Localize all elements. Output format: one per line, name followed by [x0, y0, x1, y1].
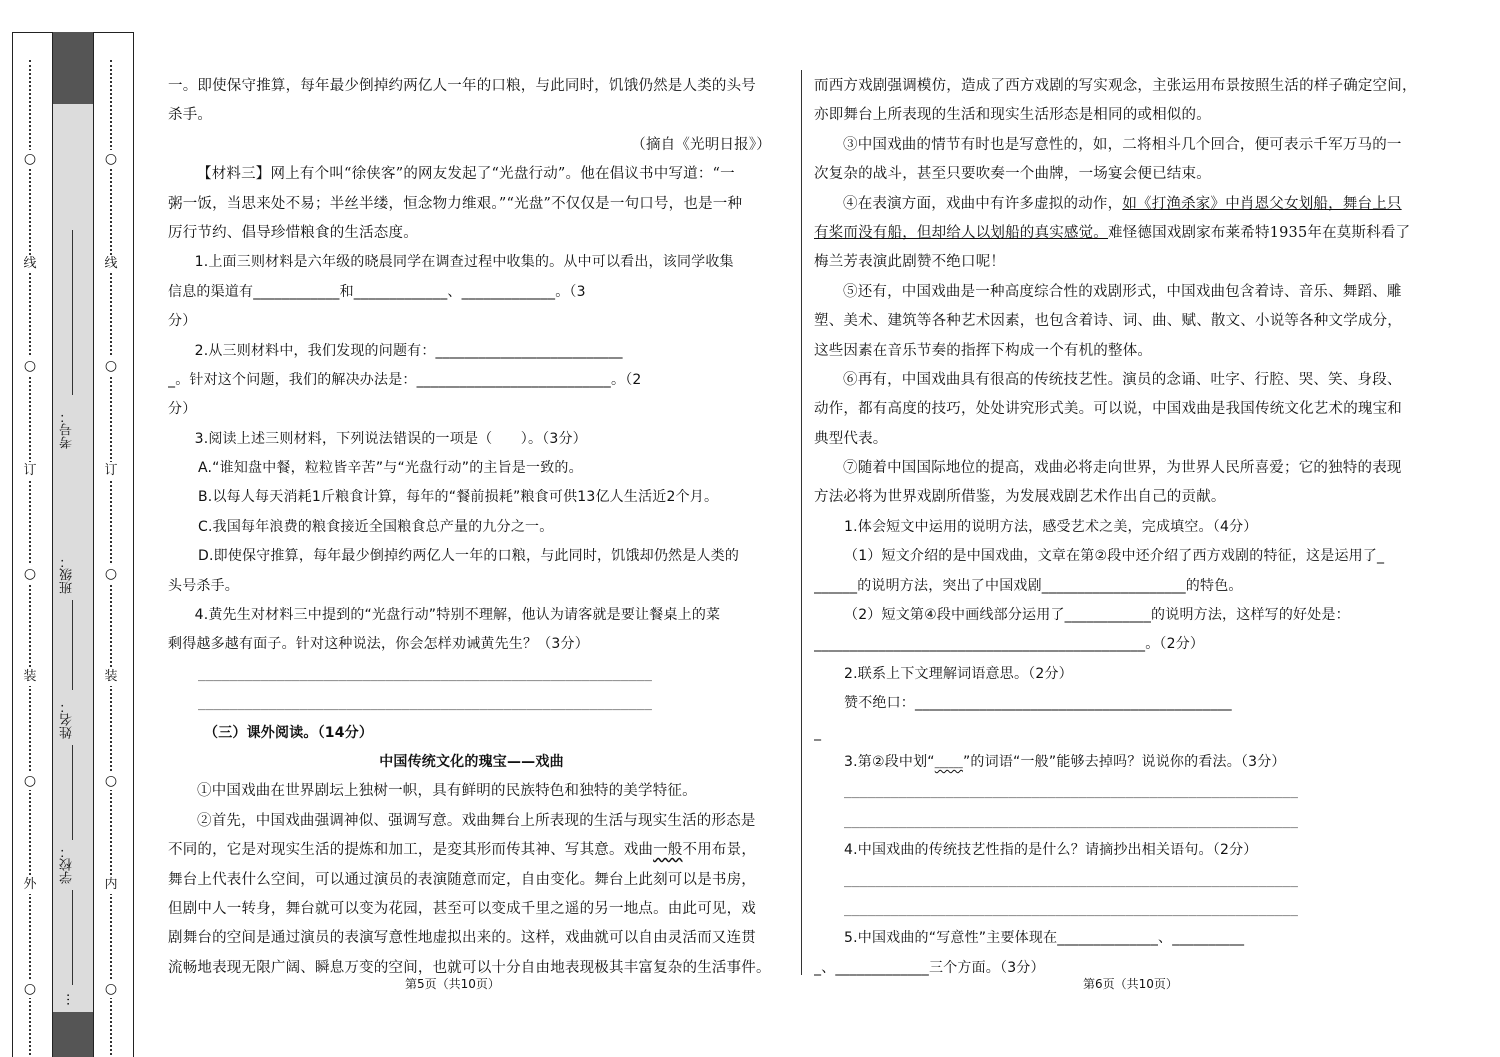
inner-circle-mark: ○ — [104, 151, 118, 167]
inner-ding-mark: 订 — [104, 463, 118, 478]
class-label: 班级： — [60, 555, 75, 595]
text-line: 杀手。 — [168, 107, 213, 124]
exam-number-line — [72, 230, 73, 395]
answer-line[interactable]: __________________________________________________________ — [198, 696, 652, 712]
text-line: 方法必将为世界戏剧所借鉴，为发展戏剧艺术作出自己的贡献。 — [814, 489, 1226, 506]
inner-circle-mark: ○ — [104, 981, 118, 997]
page-footer: 第5页（共10页） — [405, 977, 500, 991]
inner-circle-mark: ○ — [104, 773, 118, 789]
outer-ding-mark: 订 — [23, 463, 37, 478]
text-line: 舞台上代表什么空间，可以通过演员的表演随意而定，自由变化。舞台上此刻可以是书房， — [168, 871, 756, 888]
text-segment: 不同的，它是对现实生活的提炼和加工，是変其形而传其神、写其意。戏曲 — [168, 842, 654, 859]
paragraph-2: ②首先，中国戏曲强调神似、强调写意。戏曲舞台上所表现的生活与现实生活的形态是 — [197, 812, 756, 829]
outer-circle-mark: ○ — [23, 358, 37, 374]
question-2-blanks[interactable]: _。针对这个问题，我们的解决办法是：___________________________。（2 — [168, 371, 642, 388]
option-b[interactable]: B.以每人每天消耗1斤粮食计算，每年的“餐前损耗”粮食可供13亿人生活近2个月。 — [198, 489, 719, 506]
text-line: 头号杀手。 — [168, 577, 239, 594]
reading-question-4: 4.中国戏曲的传统技艺性指的是什么？请摘抄出相关语句。（2分） — [844, 842, 1258, 859]
reading-question-1-1-blanks[interactable]: ______的说明方法，突出了中国戏剧____________________的特色。 — [814, 577, 1243, 594]
wavy-underlined-word: 一般 — [653, 842, 683, 859]
text-line: 动作，都有高度的技巧，处处讲究形式美。可以说，中国戏曲是我国传统文化艺术的瑰宝和 — [814, 401, 1402, 418]
reading-question-1: 1.体会短文中运用的说明方法，感受艺术之美，完成填空。（4分） — [844, 518, 1258, 535]
question-3: 3.阅读上述三则材料，下列说法错误的一项是（ ）。（3分） — [194, 430, 587, 447]
text-line: 亦即舞台上所表现的生活和现实生活形态是相同的或相似的。 — [814, 107, 1211, 124]
reading-question-2: 2.联系上下文理解词语意思。（2分） — [844, 665, 1073, 682]
text-line: 流畅地表现无限广阔、瞬息万变的空间，也就可以十分自由地表现极其丰富复杂的生活事件。 — [168, 959, 771, 976]
outer-cut-line — [29, 60, 31, 1055]
reading-question-3 — [814, 748, 1422, 777]
reading-question-5[interactable]: 5.中国戏曲的“写意性”主要体现在______________、__________ — [844, 930, 1245, 947]
margin-dots: … — [58, 993, 73, 1007]
answer-line[interactable]: __________________________________________________________ — [844, 872, 1298, 888]
school-label: 学校： — [60, 845, 75, 885]
outer-circle-mark: ○ — [23, 151, 37, 167]
school-line — [72, 890, 73, 985]
page-5-column — [168, 72, 775, 983]
answer-line[interactable]: __________________________________________________________ — [844, 901, 1298, 917]
answer-line-tail[interactable]: _ — [814, 724, 822, 741]
inner-circle-mark: ○ — [104, 358, 118, 374]
inner-cut-line — [110, 60, 112, 1055]
question-2[interactable]: 2.从三则材料中，我们发现的问题有：__________________________ — [194, 342, 623, 359]
source-citation: （摘自《光明日报》） — [631, 136, 771, 153]
answer-line[interactable]: __________________________________________________________ — [844, 784, 1298, 800]
option-a[interactable]: A.“谁知盘中餐，粒粒皆辛苦”与“光盘行动”的主旨是一致的。 — [198, 460, 583, 477]
student-info-strip — [52, 32, 94, 1057]
page-footer: 第6页（共10页） — [1083, 977, 1178, 991]
underlined-sentence: 有桨而没有船，但却给人以划船的真实感觉。 — [814, 224, 1108, 241]
text-line: 厉行节约、倡导珍惜粮食的生活态度。 — [168, 224, 418, 241]
reading-question-1-2[interactable]: （2）短文第④段中画线部分运用了____________的说明方法，这样写的好处是： — [844, 607, 1350, 624]
section-heading: （三）课外阅读。（14分） — [204, 724, 374, 741]
strip-dark-bottom — [53, 1012, 93, 1057]
text-line: 但剧中人一转身，舞台就可以变为花园，甚至可以变成千里之遥的另一地点。由此可见，戏 — [168, 900, 756, 917]
question-1-blanks[interactable]: 信息的渠道有____________和_____________、_____________。（3 — [168, 283, 586, 300]
text-line: 次复杂的战斗，甚至只要吹奏一个曲牌，一场宴会便已结束。 — [814, 166, 1211, 183]
text-line: 典型代表。 — [814, 430, 888, 447]
outer-zhuang-mark: 装 — [23, 669, 37, 684]
paragraph-7: ⑦随着中国国际地位的提高，戏曲必将走向世界，为世界人民所喜爱；它的独特的表现 — [843, 460, 1402, 477]
inner-nei-mark: 内 — [104, 877, 118, 892]
inner-line-mark: 线 — [104, 256, 118, 271]
inner-circle-mark: ○ — [104, 566, 118, 582]
text-segment: 难怪德国戏剧家布莱希特1935年在莫斯科看了 — [1108, 224, 1411, 241]
answer-line[interactable]: __________________________________________________________ — [844, 813, 1298, 829]
outer-line-mark: 线 — [23, 256, 37, 271]
outer-circle-mark: ○ — [23, 981, 37, 997]
text-line — [168, 836, 775, 865]
inner-zhuang-mark: 装 — [104, 669, 118, 684]
text-line: 这些因素在音乐节奏的指挥下构成一个有机的整体。 — [814, 342, 1153, 359]
text-line — [814, 219, 1422, 248]
reading-question-1-1[interactable]: （1）短文介绍的是中国戏曲，文章在第②段中还介绍了西方戏剧的特征，这是运用了_ — [844, 548, 1385, 565]
outer-circle-mark: ○ — [23, 566, 37, 582]
outer-wai-mark: 外 — [23, 877, 37, 892]
text-line: 分） — [168, 313, 197, 330]
question-4: 4.黄先生对材料三中提到的“光盘行动”特别不理解，他认为请客就是要让餐桌上的菜 — [194, 607, 721, 624]
text-line: 分） — [168, 401, 197, 418]
paragraph-6: ⑥再有，中国戏曲具有很高的传统技艺性。演员的念诵、吐字、行腔、哭、笑、身段、 — [843, 371, 1402, 388]
material-three: 【材料三】网上有个叫“徐侠客”的网友发起了“光盘行动”。他在倡议书中写道：“一 — [197, 166, 735, 183]
reading-question-5-blanks[interactable]: _、_____________三个方面。（3分） — [814, 959, 1045, 976]
text-segment: ④在表演方面，戏曲中有许多虚拟的动作， — [843, 195, 1123, 212]
option-d[interactable]: D.即使保守推算，每年最少倒掉约两亿人一年的口粮，与此同时，饥饿却仍然是人类的 — [198, 548, 740, 565]
underlined-sentence: 如《打渔杀家》中肖恩父女划船，舞台上只 — [1122, 195, 1402, 212]
reading-question-1-2-blanks[interactable]: ______________________________________________。（2分） — [814, 636, 1205, 653]
text-line: 梅兰芳表演此剧赞不绝口呢！ — [814, 254, 1006, 271]
exam-number-label: 考号： — [60, 410, 75, 450]
name-line — [72, 745, 73, 840]
paragraph-1: ①中国戏曲在世界剧坛上独树一帜，具有鲜明的民族特色和独特的美学特征。 — [197, 783, 697, 800]
class-line — [72, 600, 73, 690]
column-divider — [801, 70, 802, 975]
paragraph-3: ③中国戏曲的情节有时也是写意性的，如，二将相斗几个回合，便可表示千军万马的一 — [843, 136, 1402, 153]
text-segment: ”的词语“一般”能够去掉吗？说说你的看法。（3分） — [962, 753, 1286, 770]
text-line: 剩得越多越有面子。针对这种说法，你会怎样劝诫黄先生？（3分） — [168, 636, 589, 653]
page-6-column — [814, 72, 1422, 983]
outer-circle-mark: ○ — [23, 773, 37, 789]
paragraph-4 — [814, 190, 1422, 219]
article-title: 中国传统文化的瑰宝——戏曲 — [379, 753, 564, 770]
text-line: 而西方戏剧强调模仿，造成了西方戏剧的写实观念，主张运用布景按照生活的样子确定空间， — [814, 78, 1417, 94]
text-line: 粥一饭，当思来处不易；半丝半缕，恒念物力维艰。”“光盘”不仅仅是一句口号，也是一种 — [168, 195, 743, 212]
name-label: 姓名： — [60, 700, 75, 740]
question-1: 1.上面三则材料是六年级的晓晨同学在调查过程中收集的。从中可以看出，该同学收集 — [194, 254, 734, 271]
text-line: 剧舞台的空间是通过演员的表演写意性地虚拟出来的。这样，戏曲就可以自由灵活而又连贯 — [168, 930, 756, 947]
text-line: 一。即使保守推算，每年最少倒掉约两亿人一年的口粮，与此同时，饥饿仍然是人类的头号 — [168, 78, 756, 94]
text-segment: 3.第②段中划“ — [844, 753, 935, 770]
option-c[interactable]: C.我国每年浪费的粮食接近全国粮食总产量的九分之一。 — [198, 518, 554, 535]
reading-question-2-answer[interactable]: 赞不绝口：____________________________________________ — [844, 695, 1232, 712]
wavy-underline-sample: ______ — [934, 758, 963, 769]
paragraph-5: ⑤还有，中国戏曲是一种高度综合性的戏剧形式，中国戏曲包含着诗、音乐、舞蹈、雕 — [843, 283, 1402, 300]
strip-dark-top — [53, 32, 93, 104]
text-segment: 不用布景， — [682, 842, 757, 859]
text-line: 塑、美术、建筑等各种艺术因素，也包含着诗、词、曲、赋、散文、小说等各种文学成分， — [814, 313, 1402, 330]
answer-line[interactable]: __________________________________________________________ — [198, 666, 652, 682]
